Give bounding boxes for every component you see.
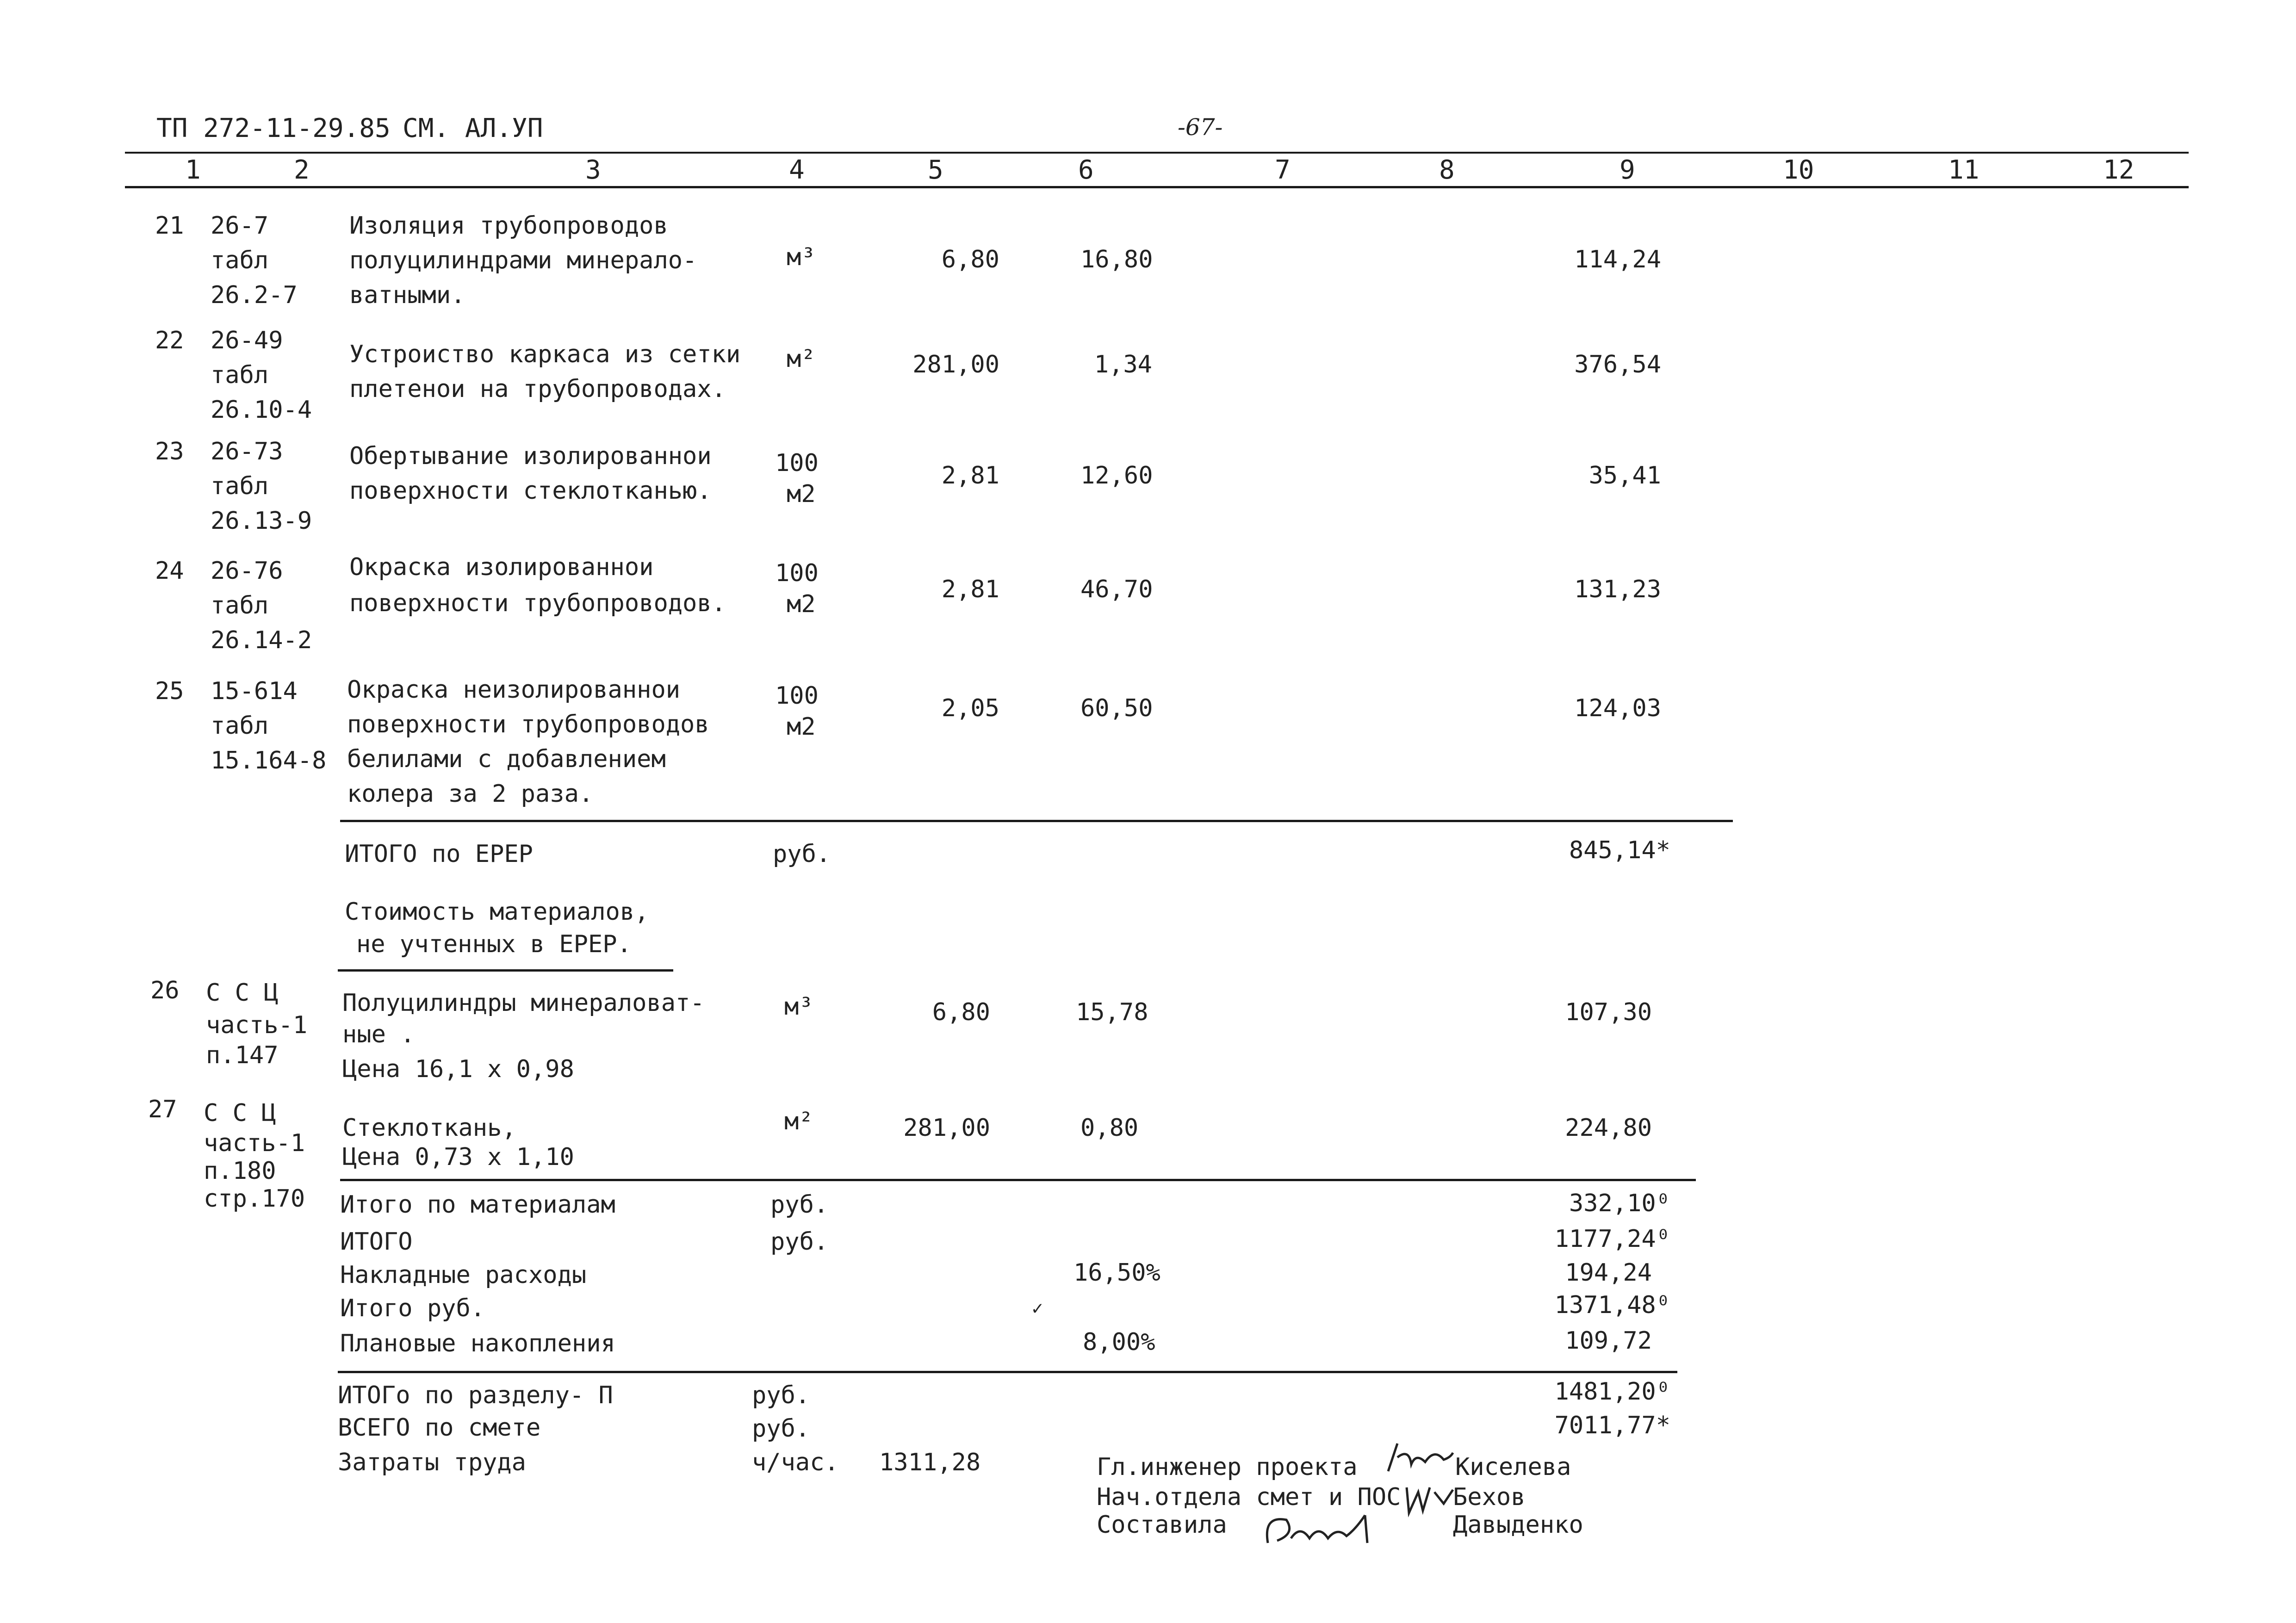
materials-heading: Стоимость материалов, xyxy=(345,898,649,926)
norm-code: С С Ц xyxy=(204,1099,276,1127)
material-name: Полуцилиндры минераловат- xyxy=(342,989,705,1017)
final-total: 1481,20⁰ xyxy=(1554,1378,1670,1406)
signature-role: Нач.отдела смет и ПОС xyxy=(1097,1483,1401,1511)
signature-name: Киселева xyxy=(1455,1453,1571,1481)
total-cost: 224,80 xyxy=(1565,1114,1652,1142)
total-cost: 35,41 xyxy=(1589,462,1661,489)
unit: м² xyxy=(784,1108,813,1135)
row-number: 23 xyxy=(155,438,184,465)
work-name: поверхности трубопроводов xyxy=(347,711,709,738)
work-name: поверхности стеклотканью. xyxy=(349,477,712,505)
work-name: Окраска изолированнои xyxy=(349,553,654,581)
total-cost: 131,23 xyxy=(1574,576,1661,603)
unit: м2 xyxy=(787,713,816,741)
final-label: Затраты труда xyxy=(338,1449,526,1476)
material-price-formula: Цена 16,1 х 0,98 xyxy=(342,1055,574,1083)
totals-rule xyxy=(338,1371,1677,1373)
unit: 100 xyxy=(775,559,819,587)
total-cost: 124,03 xyxy=(1574,694,1661,722)
col-8: 8 xyxy=(1439,155,1455,185)
handwritten-signature xyxy=(1384,1439,1458,1481)
labor-hours: 1311,28 xyxy=(879,1449,981,1476)
norm-code: 26-7 xyxy=(211,212,269,240)
signature-role: Гл.инженер проекта xyxy=(1097,1453,1358,1481)
work-name: белилами с добавлением xyxy=(347,745,666,773)
summary-label: Итого по материалам xyxy=(340,1191,615,1219)
norm-code: 26.10-4 xyxy=(211,396,312,424)
final-total: 7011,77* xyxy=(1554,1412,1670,1439)
norm-code: 26.14-2 xyxy=(211,626,312,654)
handwritten-signature xyxy=(1259,1506,1379,1557)
norm-code: табл xyxy=(211,361,269,389)
col-1: 1 xyxy=(185,155,201,185)
signature-role: Составила xyxy=(1097,1511,1227,1539)
quantity: 6,80 xyxy=(941,246,999,273)
work-name: Обертывание изолированнои xyxy=(349,442,712,470)
document-code: ТП 272-11-29.85 xyxy=(156,113,391,143)
summary-label: Итого руб. xyxy=(340,1295,485,1322)
unit: 100 xyxy=(775,682,819,710)
quantity: 281,00 xyxy=(912,351,999,378)
unit-price: 16,80 xyxy=(1080,246,1153,273)
norm-code: табл xyxy=(211,472,269,500)
unit: м³ xyxy=(787,243,816,271)
norm-code: стр.170 xyxy=(204,1185,305,1213)
album-reference: СМ. АЛ.УП xyxy=(403,113,543,143)
norm-code: 26.2-7 xyxy=(211,281,298,309)
work-name: Изоляция трубопроводов xyxy=(349,212,668,240)
norm-code: 26-49 xyxy=(211,327,283,354)
col-12: 12 xyxy=(2103,155,2135,185)
norm-code: п.147 xyxy=(206,1041,279,1069)
material-name: ные . xyxy=(342,1021,415,1048)
norm-code: табл xyxy=(211,247,269,274)
quantity: 2,05 xyxy=(941,694,999,722)
subtotal-erer-label: ИТОГО по ЕРЕР xyxy=(345,840,533,868)
material-name: Стеклоткань, xyxy=(342,1114,516,1142)
work-name: ватными. xyxy=(349,281,465,309)
col-3: 3 xyxy=(585,155,601,185)
final-unit: руб. xyxy=(752,1381,810,1409)
work-name: Окраска неизолированнои xyxy=(347,676,681,704)
unit-price: 0,80 xyxy=(1080,1114,1139,1142)
norm-code: часть-1 xyxy=(204,1129,305,1157)
col-6: 6 xyxy=(1078,155,1094,185)
row-number: 26 xyxy=(150,977,180,1004)
stray-mark: ✓ xyxy=(1032,1298,1043,1319)
summary-unit: руб. xyxy=(770,1228,829,1256)
row-number: 27 xyxy=(148,1096,177,1123)
norm-code: 26.13-9 xyxy=(211,507,312,535)
work-name: Устроиство каркаса из сетки xyxy=(349,341,741,368)
subtotal-erer-total: 845,14* xyxy=(1569,836,1670,864)
summary-total: 1371,48⁰ xyxy=(1554,1291,1670,1319)
work-name: полуцилиндрами минерало- xyxy=(349,247,697,274)
section-rule xyxy=(340,820,1733,822)
norm-code: часть-1 xyxy=(206,1011,308,1039)
header-top-rule xyxy=(125,152,2189,154)
row-number: 21 xyxy=(155,212,184,240)
col-5: 5 xyxy=(928,155,943,185)
header-bottom-rule xyxy=(125,186,2189,188)
norm-code: С С Ц xyxy=(206,979,279,1007)
page-number: -67- xyxy=(1178,114,1223,141)
quantity: 281,00 xyxy=(903,1114,990,1142)
work-name: колера за 2 раза. xyxy=(347,780,594,808)
unit-price: 60,50 xyxy=(1080,694,1153,722)
summary-total: 194,24 xyxy=(1565,1259,1652,1287)
unit: м³ xyxy=(784,993,813,1021)
summary-unit: руб. xyxy=(770,1191,829,1219)
col-7: 7 xyxy=(1275,155,1291,185)
materials-rule xyxy=(340,1179,1696,1181)
work-name: плетенои на трубопроводах. xyxy=(349,375,726,403)
col-4: 4 xyxy=(789,155,805,185)
summary-total: 109,72 xyxy=(1565,1327,1652,1355)
final-unit: руб. xyxy=(752,1415,810,1443)
total-cost: 376,54 xyxy=(1574,351,1661,378)
total-cost: 114,24 xyxy=(1574,246,1661,273)
work-name: поверхности трубопроводов. xyxy=(349,589,726,617)
norm-code: 15-614 xyxy=(211,677,298,705)
norm-code: табл xyxy=(211,592,269,619)
unit: м² xyxy=(787,345,816,373)
row-number: 24 xyxy=(155,557,184,585)
unit: м2 xyxy=(787,590,816,618)
signature-name: Бехов xyxy=(1453,1483,1526,1511)
final-unit: ч/час. xyxy=(752,1449,839,1476)
col-9: 9 xyxy=(1620,155,1635,185)
col-10: 10 xyxy=(1783,155,1814,185)
summary-percent: 8,00% xyxy=(1083,1328,1155,1356)
norm-code: 15.164-8 xyxy=(211,747,327,774)
norm-code: 26-76 xyxy=(211,557,283,585)
summary-total: 332,10⁰ xyxy=(1569,1189,1670,1217)
unit: м2 xyxy=(787,480,816,508)
final-label: ВСЕГО по смете xyxy=(338,1414,541,1442)
handwritten-signature xyxy=(1402,1478,1458,1520)
summary-label: ИТОГО xyxy=(340,1228,413,1256)
summary-label: Накладные расходы xyxy=(340,1261,587,1289)
unit-price: 15,78 xyxy=(1076,998,1148,1026)
norm-code: п.180 xyxy=(204,1157,276,1185)
col-2: 2 xyxy=(294,155,310,185)
row-number: 25 xyxy=(155,677,184,705)
material-price-formula: Цена 0,73 х 1,10 xyxy=(342,1143,574,1171)
norm-code: 26-73 xyxy=(211,438,283,465)
unit: 100 xyxy=(775,449,819,477)
col-11: 11 xyxy=(1948,155,1980,185)
materials-heading-rule xyxy=(338,969,673,972)
final-label: ИТОГо по разделу- П xyxy=(338,1381,613,1409)
summary-percent: 16,50% xyxy=(1074,1259,1160,1287)
quantity: 2,81 xyxy=(941,576,999,603)
subtotal-erer-unit: руб. xyxy=(773,840,831,868)
row-number: 22 xyxy=(155,327,184,354)
quantity: 2,81 xyxy=(941,462,999,489)
norm-code: табл xyxy=(211,712,269,740)
summary-label: Плановые накопления xyxy=(340,1330,615,1357)
unit-price: 1,34 xyxy=(1094,351,1152,378)
quantity: 6,80 xyxy=(932,998,990,1026)
signature-name: Давыденко xyxy=(1453,1511,1583,1539)
total-cost: 107,30 xyxy=(1565,998,1652,1026)
summary-total: 1177,24⁰ xyxy=(1554,1225,1670,1253)
unit-price: 46,70 xyxy=(1080,576,1153,603)
materials-heading: не учтенных в ЕРЕР. xyxy=(356,930,632,958)
unit-price: 12,60 xyxy=(1080,462,1153,489)
